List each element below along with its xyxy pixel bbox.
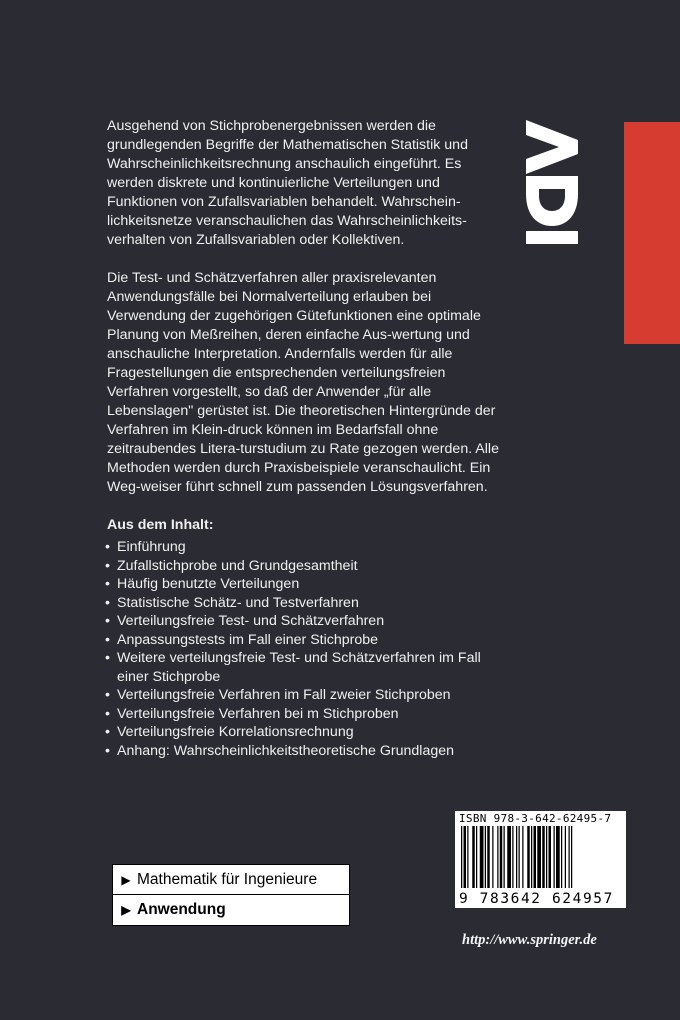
list-item: • Weitere verteilungsfreie Test- und Schätzverfahren im Fall einer Stichprobe bbox=[105, 649, 485, 686]
list-item: • Verteilungsfreie Test- und Schätzverfahren bbox=[105, 612, 485, 631]
list-item: • Verteilungsfreie Korrelationsrechnung bbox=[105, 723, 485, 742]
publisher-url: http://www.springer.de bbox=[462, 932, 597, 948]
series-box bbox=[112, 864, 350, 926]
intro-paragraph-1: Ausgehend von Stichprobenergebnissen werden die grundlegenden Begriffe der Mathematischen Statistik und Wahrscheinlichkeitsrechnung anschaulich eingeführt. Es werden diskrete und kontinuierliche Verteilungen und Funktionen von Zufallsvariablen behandelt. Wahrschein-lichkeitsnetze veranschaulichen das Wahrscheinlichkeits-verhalten von Zufallsvariablen oder Kollektiven. bbox=[107, 118, 468, 248]
list-item: • Verteilungsfreie Verfahren im Fall zweier Stichproben bbox=[105, 686, 485, 705]
series-label-1: Mathematik für Ingenieure bbox=[137, 870, 318, 888]
intro-text bbox=[107, 117, 507, 516]
list-item: • Statistische Schätz- und Testverfahren bbox=[105, 594, 485, 613]
list-item: • Anpassungstests im Fall einer Stichprobe bbox=[105, 631, 485, 650]
series-row-1 bbox=[113, 865, 349, 895]
list-item: • Verteilungsfreie Verfahren bei m Stichproben bbox=[105, 705, 485, 724]
play-triangle-icon: ▶ bbox=[121, 872, 131, 887]
vdi-logo bbox=[526, 118, 578, 244]
series-label-2: Anwendung bbox=[137, 900, 226, 918]
intro-paragraph-2: Die Test- und Schätzverfahren aller praxisrelevanten Anwendungsfälle bei Normalverteilung erlauben bei Verwendung der zugehörigen Gütefunktionen eine optimale Planung von Meßreihen, deren einfache Aus-wertung und anschauliche Interpretation. Andernfalls werden für alle Fragestellungen die entsprechenden verteilungsfreien Verfahren vorgestellt, so daß der Anwender „für alle Lebenslagen" gerüstet ist. Die theoretischen Hintergründe der Verfahren im Klein-druck können im Bedarfsfall ohne zeitraubendes Litera-turstudium zu Rate gezogen werden. Alle Methoden werden durch Praxisbeispiele veranschaulicht. Ein Weg-weiser führt schnell zum passenden Lösungsverfahren. bbox=[107, 270, 499, 495]
list-item: • Einführung bbox=[105, 538, 485, 557]
list-item: • Häufig benutzte Verteilungen bbox=[105, 575, 485, 594]
play-triangle-icon: ▶ bbox=[121, 902, 131, 917]
isbn-barcode-box bbox=[455, 811, 626, 908]
list-item: • Anhang: Wahrscheinlichkeitstheoretische Grundlagen bbox=[105, 742, 485, 761]
contents-heading: Aus dem Inhalt: bbox=[107, 517, 214, 533]
contents-list bbox=[105, 538, 485, 760]
barcode bbox=[459, 826, 622, 890]
ean-number: 9 783642 624957 bbox=[459, 891, 614, 907]
series-row-2 bbox=[113, 895, 349, 924]
accent-strip bbox=[624, 122, 680, 344]
isbn-label: ISBN 978-3-642-62495-7 bbox=[459, 812, 612, 825]
list-item: • Zufallstichprobe und Grundgesamtheit bbox=[105, 557, 485, 576]
